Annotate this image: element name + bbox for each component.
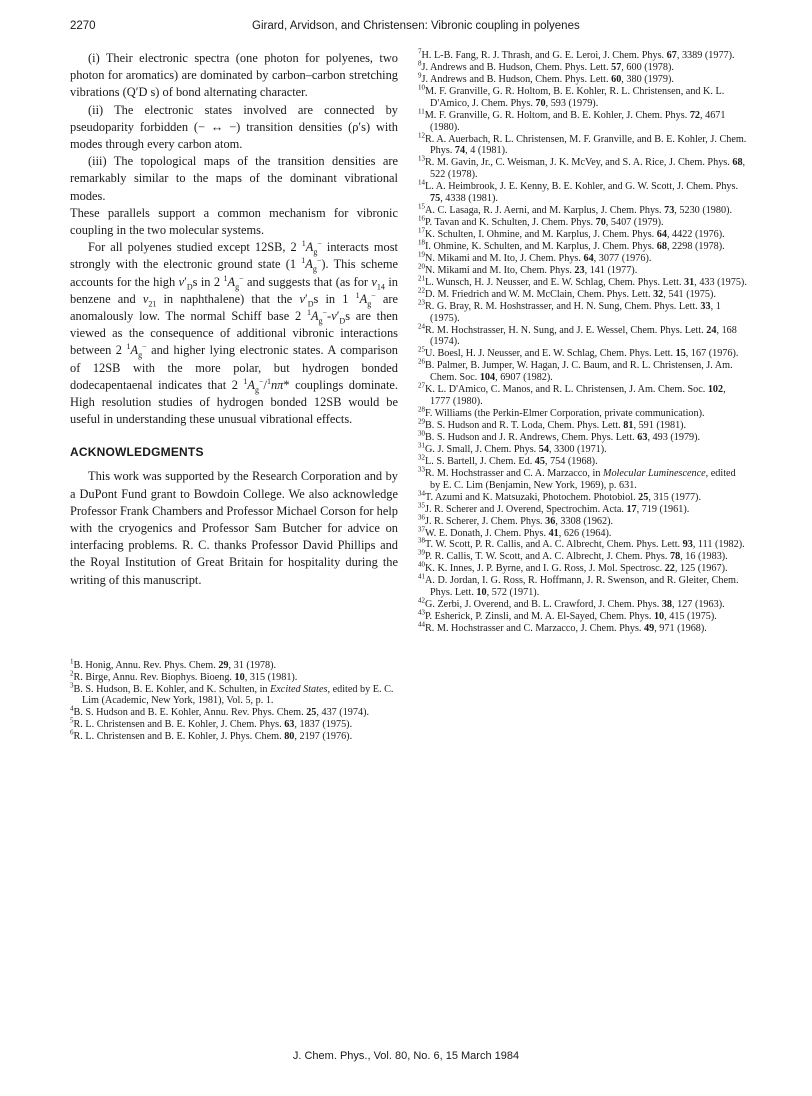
reference-item: $^{13}$R. M. Gavin, Jr., C. Weisman, J. K. McVey, and S. A. Rice, J. Chem. Phys. 68, 522 (1978). [418, 154, 746, 181]
reference-item: $^{37}$W. E. Donath, J. Chem. Phys. 41, 626 (1964). [418, 525, 612, 539]
reference-item: $^{30}$B. S. Hudson and J. R. Andrews, Chem. Phys. Lett. 63, 493 (1979). [418, 429, 701, 443]
reference-item: $^{18}$I. Ohmine, K. Schulten, and M. Karplus, J. Chem. Phys. 68, 2298 (1978). [418, 238, 725, 252]
reference-item: $^{29}$B. S. Hudson and R. T. Loda, Chem. Phys. Lett. 81, 591 (1981). [418, 417, 687, 431]
reference-item: $^7$H. L-B. Fang, R. J. Thrash, and G. E. Leroi, J. Chem. Phys. 67, 3389 (1977). [418, 47, 735, 61]
reference-item: $^2$R. Birge, Annu. Rev. Biophys. Bioeng. 10, 315 (1981). [70, 669, 298, 683]
running-header [0, 20, 812, 40]
reference-item: $^{24}$R. M. Hochstrasser, H. N. Sung, and J. E. Wessel, Chem. Phys. Lett. 24, 168 (1974). [418, 322, 737, 348]
body-item-iii: (iii) The topological maps of the transition densities are remarkably similar to the maps of the dominant vibrational modes. [70, 154, 398, 203]
reference-item: $^{22}$D. M. Friedrich and W. M. McClain, Chem. Phys. Lett. 32, 541 (1975). [418, 286, 716, 300]
journal-footer: J. Chem. Phys., Vol. 80, No. 6, 15 March 1984 [292, 1050, 520, 1062]
reference-item: $^8$J. Andrews and B. Hudson, Chem. Phys. Lett. 57, 600 (1978). [418, 59, 674, 73]
acknowledgments-heading: ACKNOWLEDGMENTS [70, 445, 204, 460]
reference-item: $^{15}$A. C. Lasaga, R. J. Aerni, and M. Karplus, J. Chem. Phys. 73, 5230 (1980). [418, 202, 733, 216]
body-item-ii: (ii) The electronic states involved are connected by pseudoparity forbidden (− ↔ −) transition densities (ρ′s) with modes through every carbon atom. [70, 102, 398, 152]
reference-item: $^{33}$R. M. Hochstrasser and C. A. Marzacco, in Molecular Luminescence, edited by E. C. Lim (Benjamin, New York, 1969), p. 631. [418, 465, 736, 491]
reference-item: $^{31}$G. J. Small, J. Chem. Phys. 54, 3300 (1971). [418, 441, 607, 455]
reference-item: $^{41}$A. D. Jordan, I. G. Ross, R. Hoffmann, J. R. Swenson, and R. Gleiter, Chem. Phys. Lett. 10, 572 (1971). [418, 573, 739, 599]
reference-item: $^4$B. S. Hudson and B. E. Kohler, Annu. Rev. Phys. Chem. 25, 437 (1974). [70, 704, 370, 719]
reference-item: $^{43}$P. Esherick, P. Zinsli, and M. A. El-Sayed, Chem. Phys. 10, 415 (1975). [418, 608, 717, 623]
body-summary: These parallels support a common mechanism for vibronic coupling in the two molecular systems. [70, 205, 398, 238]
reference-item: $^{19}$N. Mikami and M. Ito, J. Chem. Phys. 64, 3077 (1976). [418, 250, 652, 264]
reference-item: $^{25}$U. Boesl, H. J. Neusser, and E. W. Schlag, Chem. Phys. Lett. 15, 167 (1976). [418, 345, 739, 360]
reference-item: $^{23}$R. G. Bray, R. M. Hoshstrasser, and H. N. Sung, Chem. Phys. Lett. 33, 1 (1975). [418, 298, 721, 324]
reference-item: $^{12}$R. A. Auerbach, R. L. Christensen, M. F. Granville, and B. E. Kohler, J. Chem. Phys. 74, 4 (1981). [418, 131, 747, 157]
left-column [70, 50, 398, 589]
reference-list-left [70, 657, 398, 743]
reference-item: $^{38}$T. W. Scott, P. R. Callis, and A. C. Albrecht, Chem. Phys. Lett. 93, 111 (1982). [418, 537, 745, 551]
reference-item: $^6$R. L. Christensen and B. E. Kohler, J. Phys. Chem. 80, 2197 (1976). [70, 728, 353, 742]
page-number: 2270 [70, 20, 96, 32]
reference-item: $^5$R. L. Christensen and B. E. Kohler, J. Chem. Phys. 63, 1837 (1975). [70, 716, 353, 730]
reference-item: $^{39}$P. R. Callis, T. W. Scott, and A. C. Albrecht, J. Chem. Phys. 78, 16 (1983). [418, 549, 728, 563]
acknowledgments-text: This work was supported by the Research Corporation and by a DuPont Fund grant to Bowdoin College. We also acknowledge Professor Frank Chambers and Professor Michael Corson for help with the cryogenics and Professor Sam Butcher for advice on interfacing problems. R. C. thanks Professor David Phillips and the Royal Institution of Great Britain for hospitality during the writing of this manuscript. [70, 469, 398, 587]
body-paragraph-2: For all polyenes studied except 12SB, 2 $^1A_g^-$ interacts most strongly with the electronic ground state (1 $^1A_g^-$). This scheme accounts for the high $\nu'_Ds$ in 2 $^1A_g^-$ and suggests that (as for $\nu_{14}$ in benzene and $\nu_{21}$ in naphthalene) that the $\nu'_Ds$ in 1 $^1A_g^-$ are anomalously low. The normal Schiff base 2 $^1A_g^--\nu'_Ds$ are then viewed as the consequence of additional vibronic interactions between 2 $^1A_g^-$ and higher lying electronic states. A comparison of 12SB with the more polar, but hydrogen bonded dodecapentaenal indicates that 2 $^1A_g^-/^1n\pi*$ couplings dominate. High resolution studies of hydrogen bonded 12SB would be useful in understanding these unusual vibrational effects. [70, 239, 399, 427]
reference-item: $^3$B. S. Hudson, B. E. Kohler, and K. Schulten, in Excited States, edited by E. C. Lim (Academic, New York, 1981), Vol. 5, p. 1. [70, 681, 394, 707]
reference-item: $^{36}$J. R. Scherer, J. Chem. Phys. 36, 3308 (1962). [418, 513, 614, 527]
running-head-title: Girard, Arvidson, and Christensen: Vibronic coupling in polyenes [252, 20, 580, 32]
reference-item: $^{35}$J. R. Scherer and J. Overend, Spectrochim. Acta. 17, 719 (1961). [418, 501, 690, 515]
reference-item: $^{44}$R. M. Hochstrasser and C. Marzacco, J. Chem. Phys. 49, 971 (1968). [418, 620, 707, 635]
reference-item: $^{26}$B. Palmer, B. Jumper, W. Hagan, J. C. Baum, and R. L. Christensen, J. Am. Chem. Soc. 104, 6907 (1982). [418, 357, 733, 384]
reference-item: $^{40}$K. K. Innes, J. P. Byrne, and I. G. Ross, J. Mol. Spectrosc. 22, 125 (1967). [418, 561, 728, 575]
reference-item: $^{16}$P. Tavan and K. Schulten, J. Chem. Phys. 70, 5407 (1979). [418, 214, 664, 228]
reference-item: $^{34}$T. Azumi and K. Matsuzaki, Photochem. Photobiol. 25, 315 (1977). [418, 489, 701, 503]
reference-item: $^{20}$N. Mikami and M. Ito, Chem. Phys. 23, 141 (1977). [418, 262, 638, 276]
reference-item: $^{14}$L. A. Heimbrook, J. E. Kenny, B. E. Kohler, and G. W. Scott, J. Chem. Phys. 75, 4338 (1981). [418, 178, 739, 204]
reference-item: $^9$J. Andrews and B. Hudson, Chem. Phys. Lett. 60, 380 (1979). [418, 71, 674, 85]
reference-item: $^{10}$M. F. Granville, G. R. Holtom, B. E. Kohler, R. L. Christensen, and K. L. D'Amico, J. Chem. Phys. 70, 593 (1979). [418, 83, 725, 109]
reference-item: $^{27}$K. L. D'Amico, C. Manos, and R. L. Christensen, J. Am. Chem. Soc. 102, 1777 (1980). [418, 381, 726, 407]
reference-item: $^{21}$L. Wunsch, H. J. Neusser, and E. W. Schlag, Chem. Phys. Lett. 31, 433 (1975). [418, 274, 747, 288]
reference-item: $^{42}$G. Zerbi, J. Overend, and B. L. Crawford, J. Chem. Phys. 38, 127 (1963). [418, 596, 725, 611]
reference-list-right [418, 47, 748, 635]
reference-item: $^{17}$K. Schulten, I. Ohmine, and M. Karplus, J. Chem. Phys. 64, 4422 (1976). [418, 226, 725, 240]
reference-item: $^{28}$F. Williams (the Perkin-Elmer Corporation, private communication). [418, 405, 705, 419]
reference-item: $^{32}$L. S. Bartell, J. Chem. Ed. 45, 754 (1968). [418, 453, 598, 467]
reference-item: $^{11}$M. F. Granville, G. R. Holtom, and B. E. Kohler, J. Chem. Phys. 72, 4671 (1980). [418, 107, 726, 133]
body-item-i: (i) Their electronic spectra (one photon for polyenes, two photon for aromatics) are dominated by carbon–carbon stretching vibrations (Q′D s) of bond alternating character. [70, 51, 398, 100]
reference-item: $^1$B. Honig, Annu. Rev. Phys. Chem. 29, 31 (1978). [70, 657, 277, 671]
